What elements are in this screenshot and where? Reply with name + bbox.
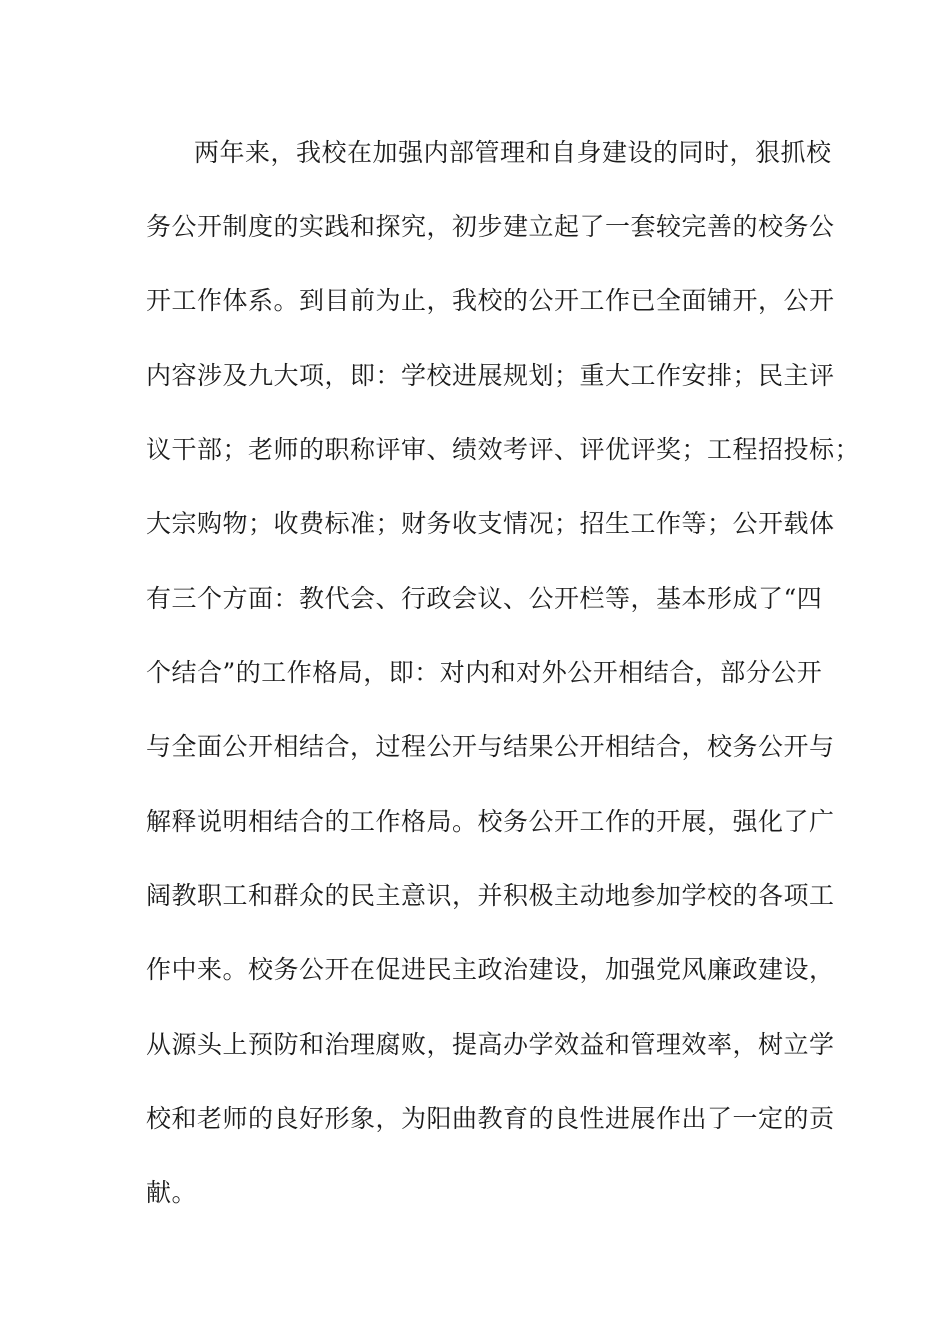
paragraph-line: 献。 bbox=[146, 1178, 198, 1207]
paragraph-line: 大宗购物；收费标准；财务收支情况；招生工作等；公开载体 bbox=[146, 509, 835, 538]
paragraph-line: 作中来。校务公开在促进民主政治建设，加强党风廉政建设， bbox=[146, 955, 835, 984]
paragraph-line: 两年来，我校在加强内部管理和自身建设的同时，狠抓校 bbox=[194, 138, 832, 167]
paragraph-line: 务公开制度的实践和探究，初步建立起了一套较完善的校务公 bbox=[146, 212, 835, 241]
paragraph-line: 从源头上预防和治理腐败，提高办学效益和管理效率，树立学 bbox=[146, 1030, 835, 1059]
paragraph-line: 内容涉及九大项，即：学校进展规划；重大工作安排；民主评 bbox=[146, 361, 835, 390]
paragraph-line: 与全面公开相结合，过程公开与结果公开相结合，校务公开与 bbox=[146, 732, 835, 761]
paragraph-line: 校和老师的良好形象，为阳曲教育的良性进展作出了一定的贡 bbox=[146, 1104, 835, 1133]
paragraph-line: 解释说明相结合的工作格局。校务公开工作的开展，强化了广 bbox=[146, 807, 835, 836]
paragraph-line: 议干部；老师的职称评审、绩效考评、评优评奖；工程招投标； bbox=[146, 435, 861, 464]
paragraph-line: 阔教职工和群众的民主意识，并积极主动地参加学校的各项工 bbox=[146, 881, 835, 910]
paragraph-line: 开工作体系。到目前为止，我校的公开工作已全面铺开，公开 bbox=[146, 286, 835, 315]
paragraph-line: 个结合”的工作格局，即：对内和对外公开相结合，部分公开 bbox=[146, 658, 823, 687]
paragraph-line: 有三个方面：教代会、行政会议、公开栏等，基本形成了“四 bbox=[146, 584, 823, 613]
